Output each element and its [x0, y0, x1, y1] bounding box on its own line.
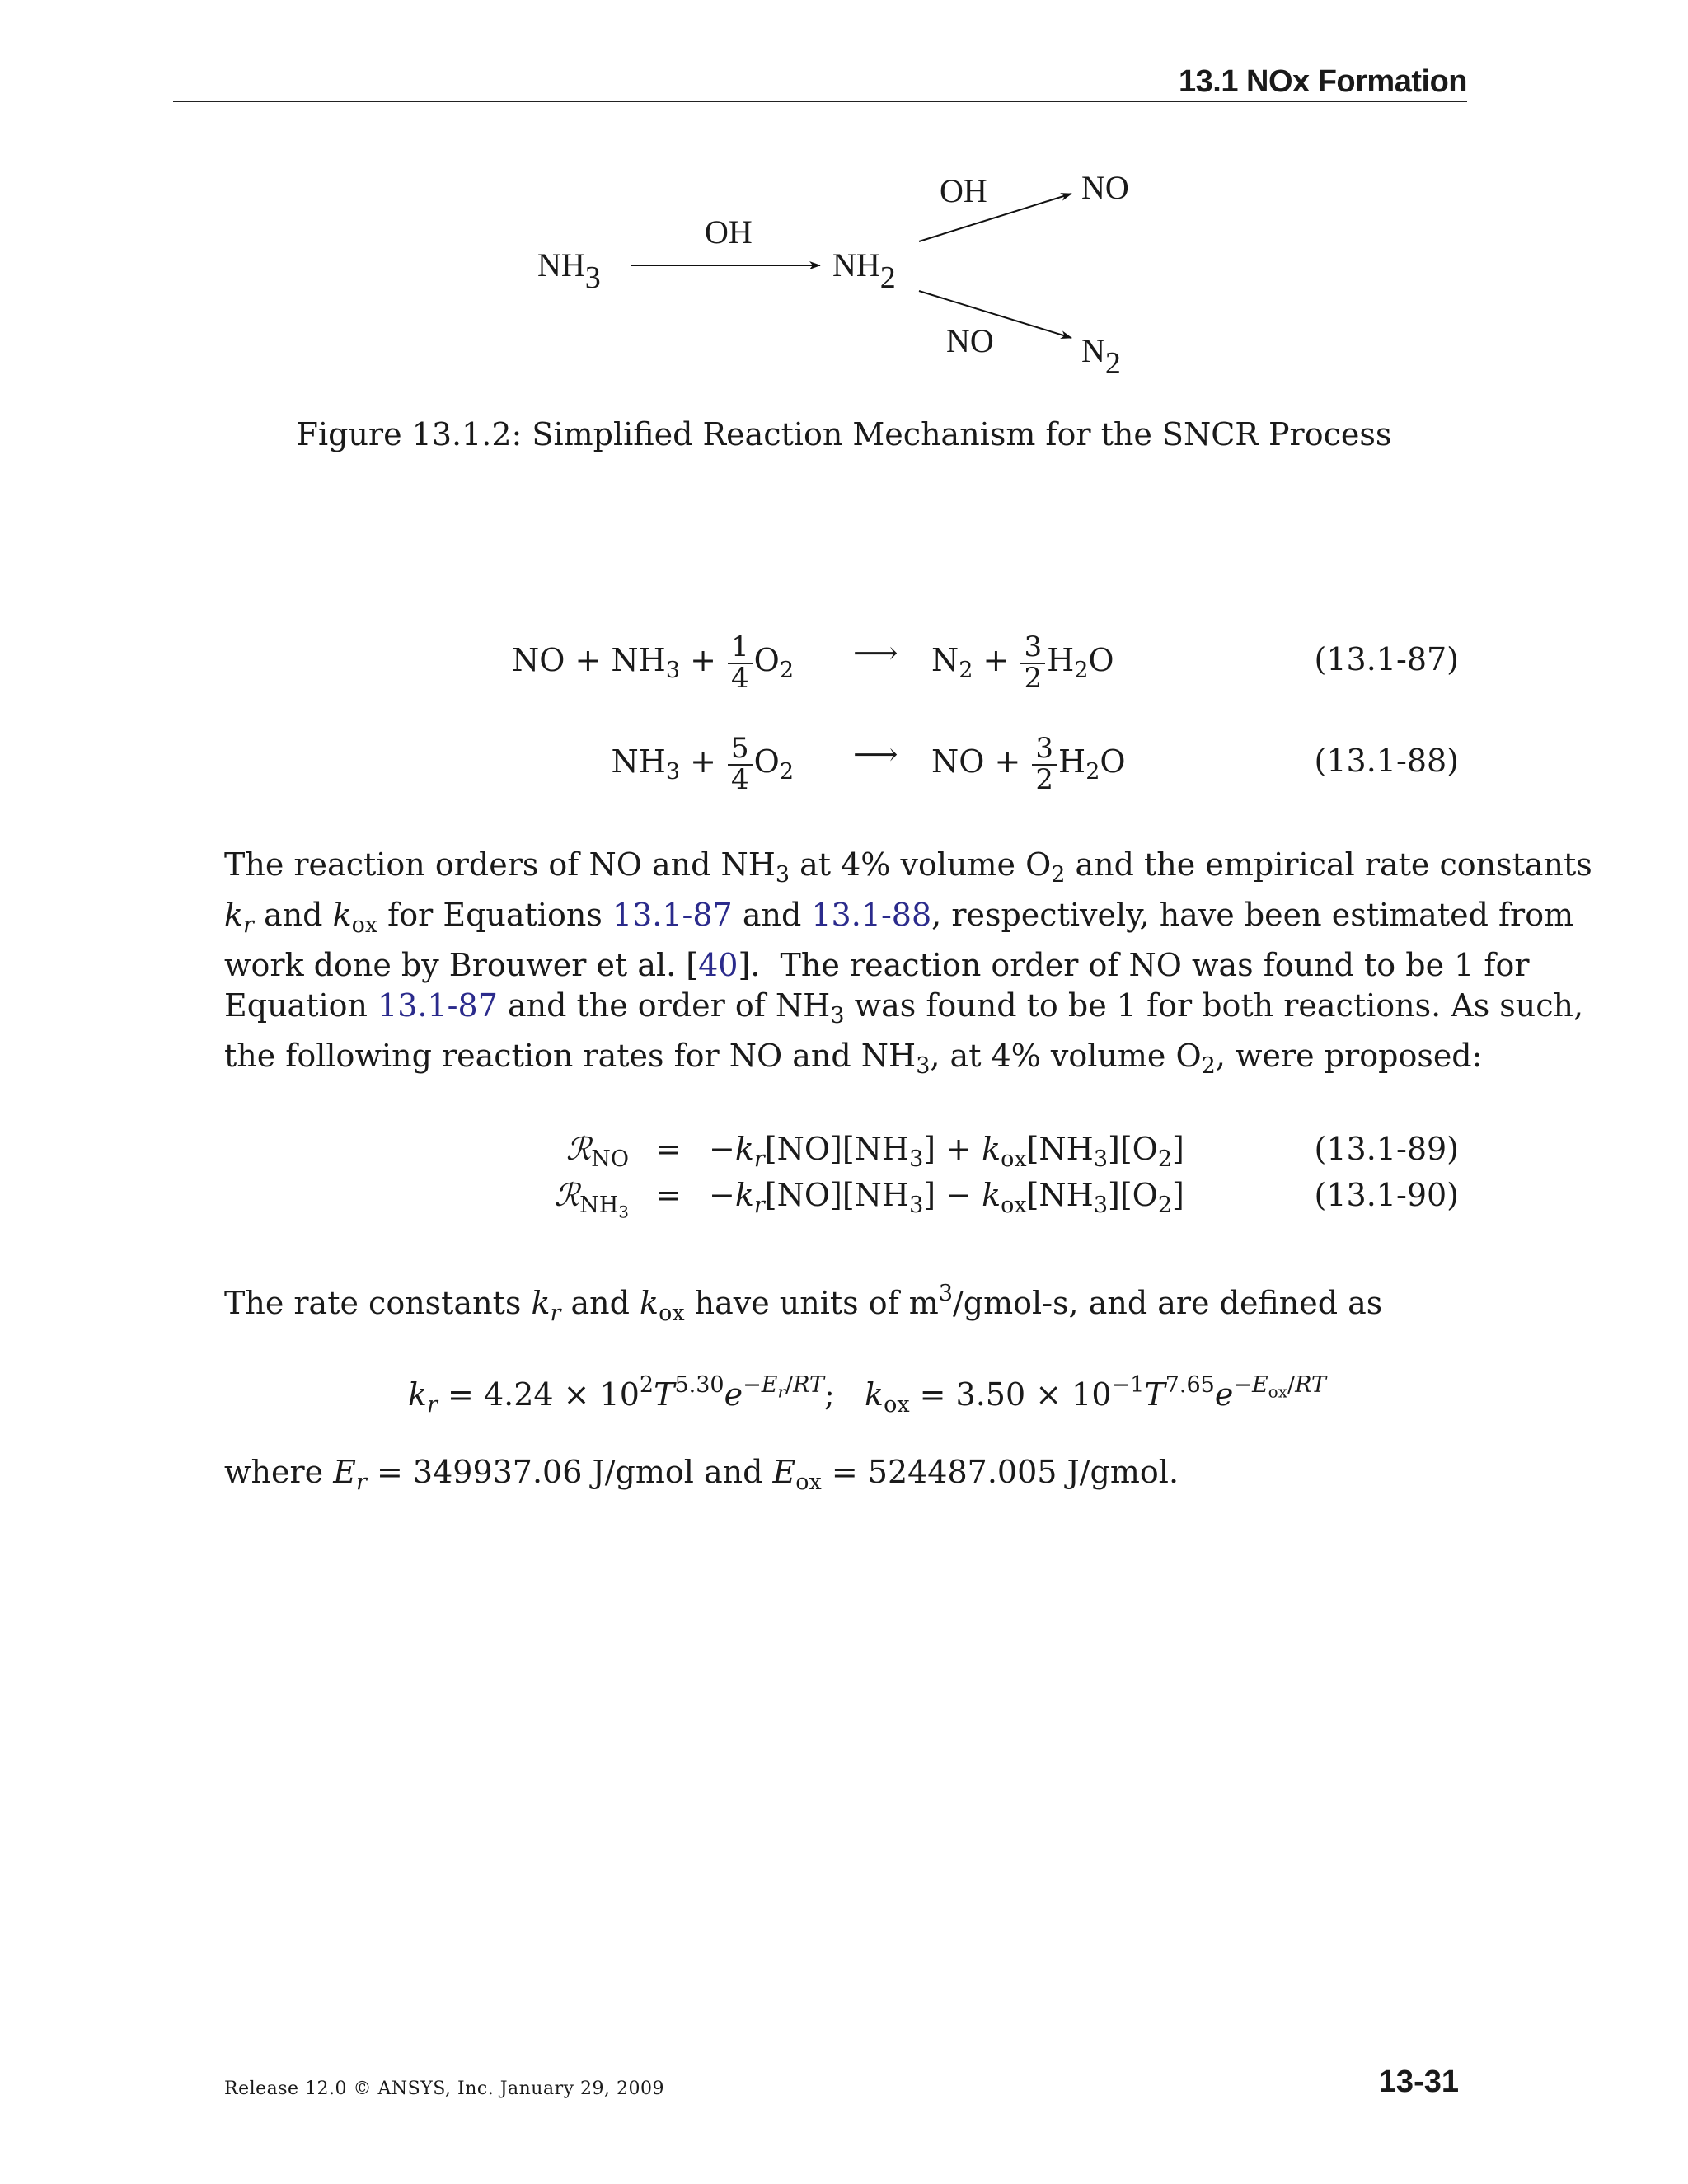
eq87-rhs: $N_2$ + $\frac{3}{2}$ $H_2O$ [931, 630, 1114, 695]
rate-constant-equation: $k_r = 4.24 \times 10^2T^{5.30}e^{-E_r/RT}$; $k_{ox} = 3.50 \times 10^{-1}T^{7.65}e^{-E_{ox}/RT}$ [408, 1372, 1326, 1418]
eq88-lhs: $NH_3$ + $\frac{5}{4}$ $O_2$ [611, 732, 794, 796]
node-nh2: $NH_2$ [832, 246, 896, 295]
eq88-rhs: NO + $\frac{3}{2}$ $H_2O$ [931, 732, 1126, 796]
equation-13-1-88 [0, 721, 1688, 795]
node-nh3: $NH_3$ [537, 246, 601, 295]
equation-13-1-90 [0, 1177, 1688, 1222]
label-no-reactant: NO [946, 322, 994, 359]
ref-40-link[interactable]: 40 [698, 947, 738, 983]
eq88-number: (13.1-88) [1314, 743, 1459, 779]
footer-release: Release 12.0 © ANSYS, Inc. January 29, 2009 [224, 2079, 664, 2099]
eq88-arrow: ⟶ [853, 736, 898, 772]
page-number: 13-31 [1378, 2064, 1459, 2099]
arrow-nh2-to-n2 [919, 291, 1071, 338]
eq87-lhs: NO + $NH_3$ + $\frac{1}{4}$ $O_2$ [512, 630, 794, 695]
eq90-lhs: ℛ$_{NH_3}$ [554, 1177, 629, 1222]
paragraph-reaction-orders: The reaction orders of NO and $NH_3$ at 4% volume $O_2$ and the empirical rate constants $k_r$ and $k_{ox}$ for Equations 13.1-87 and 13.1-88, respectively, have been estimated from work done by Brouwer et al. [40]. The reaction order of NO was found to be 1 for Equation 13.1-87 and the order of $NH_3$ was found to be 1 for both reactions. As such, the following reaction rates for NO and $NH_3$, at 4% volume $O_2$, were proposed: [224, 846, 1592, 1079]
eq89-equals: = [655, 1131, 682, 1167]
label-oh-first: OH [705, 213, 753, 251]
node-no: NO [1081, 169, 1129, 206]
eq89-rhs: $-k_r[NO][NH_3] + k_{ox}[NH_3][O_2]$ [709, 1131, 1184, 1172]
equation-13-1-89 [0, 1131, 1688, 1172]
eq90-number: (13.1-90) [1314, 1177, 1459, 1213]
node-n2: $N_2$ [1081, 332, 1121, 381]
eq90-equals: = [655, 1177, 682, 1213]
label-oh-second: OH [940, 172, 987, 209]
eq89-lhs: ℛ$_{NO}$ [565, 1131, 629, 1172]
eq87-arrow: ⟶ [853, 635, 898, 671]
eq89-number: (13.1-89) [1314, 1131, 1459, 1167]
header-rule [173, 101, 1467, 102]
equation-13-1-87 [0, 620, 1688, 694]
reaction-mechanism-diagram [495, 157, 1236, 404]
eq87-number: (13.1-87) [1314, 641, 1459, 677]
paragraph-rate-constants-units: The rate constants $k_r$ and $k_{ox}$ have units of $m^3/gmol-s$, and are defined as [224, 1281, 1383, 1326]
eq87-link-2[interactable]: 13.1-87 [377, 987, 498, 1024]
paragraph-activation-energies: where $E_r = 349937.06$ J/gmol and $E_{ox} = 524487.005$ J/gmol. [224, 1454, 1179, 1495]
section-title: 13.1 NOx Formation [1179, 64, 1467, 99]
eq88-link[interactable]: 13.1-88 [811, 897, 932, 933]
figure-caption: Figure 13.1.2: Simplified Reaction Mechanism for the SNCR Process [296, 416, 1392, 452]
eq90-rhs: $-k_r[NO][NH_3] - k_{ox}[NH_3][O_2]$ [709, 1177, 1184, 1218]
eq87-link[interactable]: 13.1-87 [612, 897, 733, 933]
